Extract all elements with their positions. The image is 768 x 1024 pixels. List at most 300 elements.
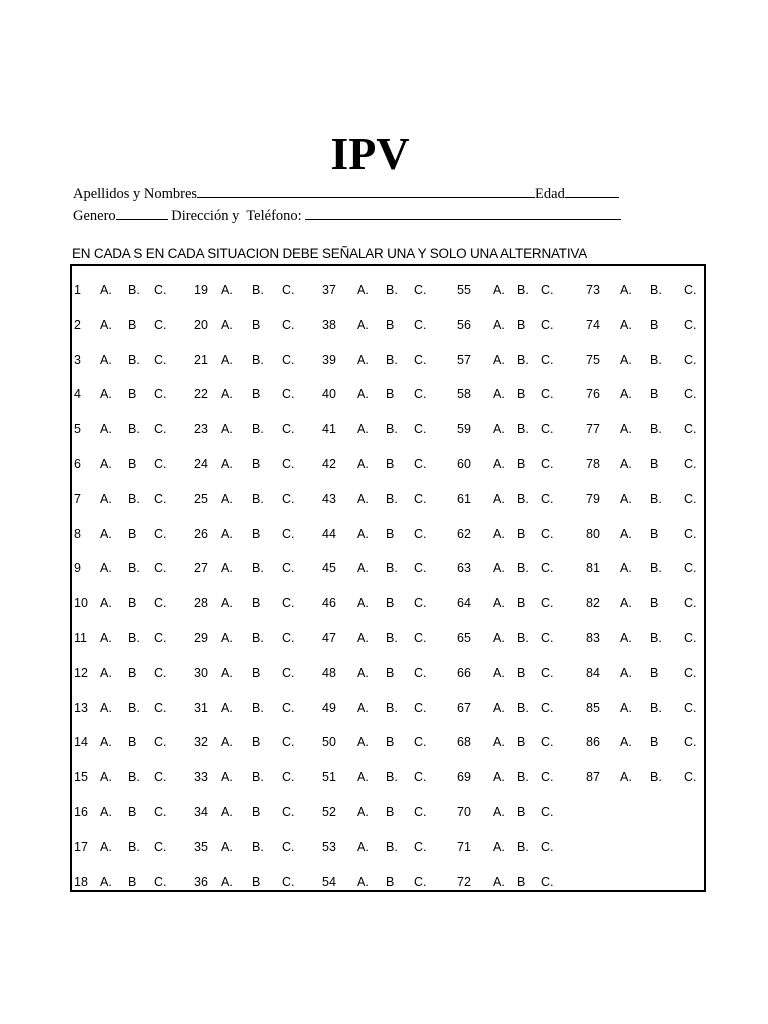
option-c[interactable]: C. (414, 387, 427, 402)
option-b[interactable]: B. (386, 491, 398, 506)
option-b[interactable]: B (128, 457, 137, 471)
option-c[interactable]: C. (684, 457, 697, 471)
option-b[interactable]: B (517, 457, 526, 471)
option-b[interactable]: B (252, 457, 261, 471)
question-number: 37 (322, 283, 336, 297)
option-a[interactable]: A. (221, 596, 233, 611)
option-a[interactable]: A. (493, 561, 505, 576)
option-c[interactable]: C. (541, 700, 554, 715)
question-number: 71 (457, 839, 471, 854)
option-b[interactable]: B (252, 596, 261, 611)
option-a[interactable]: A. (620, 561, 632, 576)
option-a[interactable]: A. (620, 457, 632, 471)
option-a[interactable]: A. (493, 422, 505, 437)
option-b[interactable]: B. (252, 700, 264, 715)
option-a[interactable]: A. (100, 491, 112, 506)
option-c[interactable]: C. (541, 874, 554, 889)
option-a[interactable]: A. (493, 839, 505, 854)
option-c[interactable]: C. (154, 735, 167, 750)
option-a[interactable]: A. (493, 631, 505, 645)
option-a[interactable]: A. (221, 561, 233, 576)
option-b[interactable]: B. (517, 839, 529, 854)
option-a[interactable]: A. (357, 839, 369, 854)
option-a[interactable]: A. (221, 526, 233, 541)
option-a[interactable]: A. (357, 422, 369, 437)
option-b[interactable]: B. (386, 422, 398, 437)
option-c[interactable]: C. (414, 665, 427, 680)
option-c[interactable]: C. (154, 526, 167, 541)
option-a[interactable]: A. (620, 770, 632, 785)
option-c[interactable]: C. (414, 283, 427, 297)
option-b[interactable]: B (517, 735, 526, 750)
option-b[interactable]: B. (386, 352, 398, 367)
option-b[interactable]: B. (386, 631, 398, 645)
question-number: 18 (74, 874, 88, 889)
name-field[interactable] (197, 183, 535, 198)
option-a[interactable]: A. (493, 874, 505, 889)
option-a[interactable]: A. (493, 700, 505, 715)
question-number: 82 (586, 596, 600, 611)
question-number: 56 (457, 317, 471, 332)
option-a[interactable]: A. (100, 735, 112, 750)
option-b[interactable]: B (252, 526, 261, 541)
option-a[interactable]: A. (221, 665, 233, 680)
option-c[interactable]: C. (414, 735, 427, 750)
question-number: 66 (457, 665, 471, 680)
option-a[interactable]: A. (100, 317, 112, 332)
option-c[interactable]: C. (541, 665, 554, 680)
option-a[interactable]: A. (221, 770, 233, 785)
option-c[interactable]: C. (684, 422, 697, 437)
option-a[interactable]: A. (620, 596, 632, 611)
option-a[interactable]: A. (100, 770, 112, 785)
option-b[interactable]: B (252, 317, 261, 332)
option-c[interactable]: C. (541, 526, 554, 541)
option-c[interactable]: C. (684, 317, 697, 332)
option-b[interactable]: B. (517, 491, 529, 506)
option-c[interactable]: C. (684, 352, 697, 367)
option-b[interactable]: B (386, 317, 395, 332)
option-a[interactable]: A. (100, 526, 112, 541)
question-number: 63 (457, 561, 471, 576)
option-c[interactable]: C. (154, 283, 167, 297)
option-c[interactable]: C. (154, 561, 167, 576)
question-number: 40 (322, 387, 336, 402)
option-a[interactable]: A. (357, 665, 369, 680)
option-b[interactable]: B. (650, 631, 662, 645)
option-b[interactable]: B. (252, 352, 264, 367)
option-a[interactable]: A. (221, 805, 233, 819)
option-c[interactable]: C. (282, 735, 295, 750)
option-c[interactable]: C. (414, 874, 427, 889)
option-c[interactable]: C. (154, 387, 167, 402)
option-c[interactable]: C. (541, 283, 554, 297)
option-b[interactable]: B. (386, 770, 398, 785)
option-c[interactable]: C. (414, 700, 427, 715)
option-a[interactable]: A. (357, 317, 369, 332)
option-c[interactable]: C. (684, 491, 697, 506)
option-a[interactable]: A. (620, 422, 632, 437)
option-b[interactable]: B. (517, 561, 529, 576)
option-a[interactable]: A. (357, 596, 369, 611)
option-a[interactable]: A. (620, 491, 632, 506)
option-c[interactable]: C. (282, 457, 295, 471)
option-c[interactable]: C. (282, 283, 295, 297)
option-b[interactable]: B. (650, 700, 662, 715)
option-c[interactable]: C. (282, 596, 295, 611)
option-c[interactable]: C. (541, 839, 554, 854)
option-a[interactable]: A. (221, 491, 233, 506)
option-c[interactable]: C. (154, 596, 167, 611)
option-b[interactable]: B. (517, 422, 529, 437)
option-c[interactable]: C. (154, 457, 167, 471)
question-number: 24 (194, 457, 208, 471)
option-a[interactable]: A. (493, 387, 505, 402)
question-number: 60 (457, 457, 471, 471)
option-c[interactable]: C. (541, 387, 554, 402)
option-c[interactable]: C. (154, 422, 167, 437)
option-b[interactable]: B. (650, 352, 662, 367)
option-c[interactable]: C. (282, 491, 295, 506)
option-a[interactable]: A. (357, 387, 369, 402)
question-number: 53 (322, 839, 336, 854)
option-b[interactable]: B. (128, 422, 140, 437)
option-a[interactable]: A. (221, 631, 233, 645)
option-c[interactable]: C. (414, 561, 427, 576)
option-c[interactable]: C. (154, 700, 167, 715)
option-b[interactable]: B. (650, 283, 662, 297)
question-number: 80 (586, 526, 600, 541)
option-b[interactable]: B. (128, 491, 140, 506)
option-b[interactable]: B (650, 457, 659, 471)
option-b[interactable]: B (386, 874, 395, 889)
option-b[interactable]: B. (650, 561, 662, 576)
question-number: 31 (194, 700, 208, 715)
option-c[interactable]: C. (282, 805, 295, 819)
option-b[interactable]: B (517, 665, 526, 680)
option-b[interactable]: B (386, 735, 395, 750)
option-a[interactable]: A. (357, 561, 369, 576)
option-a[interactable]: A. (493, 317, 505, 332)
question-number: 9 (74, 561, 81, 576)
option-b[interactable]: B (650, 387, 659, 402)
option-a[interactable]: A. (620, 317, 632, 332)
question-number: 6 (74, 457, 81, 471)
option-c[interactable]: C. (684, 735, 697, 750)
option-a[interactable]: A. (493, 491, 505, 506)
option-b[interactable]: B. (517, 631, 529, 645)
address-phone-field[interactable] (305, 205, 621, 220)
option-a[interactable]: A. (357, 631, 369, 645)
option-c[interactable]: C. (154, 874, 167, 889)
option-c[interactable]: C. (684, 283, 697, 297)
option-b[interactable]: B. (252, 561, 264, 576)
option-c[interactable]: C. (414, 422, 427, 437)
option-a[interactable]: A. (100, 422, 112, 437)
option-b[interactable]: B. (252, 631, 264, 645)
option-c[interactable]: C. (282, 770, 295, 785)
option-c[interactable]: C. (541, 735, 554, 750)
option-c[interactable]: C. (684, 596, 697, 611)
option-c[interactable]: C. (684, 770, 697, 785)
option-a[interactable]: A. (493, 805, 505, 819)
question-number: 29 (194, 631, 208, 645)
option-c[interactable]: C. (541, 352, 554, 367)
option-c[interactable]: C. (541, 596, 554, 611)
option-b[interactable]: B (386, 387, 395, 402)
question-number: 30 (194, 665, 208, 680)
age-field[interactable] (565, 183, 619, 198)
option-b[interactable]: B. (386, 839, 398, 854)
option-b[interactable]: B (517, 874, 526, 889)
option-b[interactable]: B. (128, 839, 140, 854)
option-b[interactable]: B. (650, 422, 662, 437)
question-number: 54 (322, 874, 336, 889)
option-c[interactable]: C. (154, 839, 167, 854)
option-c[interactable]: C. (541, 422, 554, 437)
option-b[interactable]: B (128, 317, 137, 332)
option-b[interactable]: B. (517, 700, 529, 715)
option-b[interactable]: B (517, 387, 526, 402)
option-b[interactable]: B. (386, 283, 398, 297)
option-c[interactable]: C. (282, 665, 295, 680)
option-c[interactable]: C. (154, 352, 167, 367)
option-b[interactable]: B. (252, 283, 264, 297)
option-c[interactable]: C. (282, 526, 295, 541)
option-c[interactable]: C. (684, 700, 697, 715)
question-number: 8 (74, 526, 81, 541)
option-a[interactable]: A. (620, 631, 632, 645)
option-c[interactable]: C. (684, 561, 697, 576)
option-c[interactable]: C. (282, 631, 295, 645)
option-c[interactable]: C. (684, 526, 697, 541)
option-b[interactable]: B. (128, 352, 140, 367)
option-b[interactable]: B (128, 874, 137, 889)
option-a[interactable]: A. (357, 283, 369, 297)
option-a[interactable]: A. (221, 839, 233, 854)
option-b[interactable]: B (386, 805, 395, 819)
question-number: 1 (74, 283, 81, 297)
answer-grid (70, 264, 706, 892)
option-b[interactable]: B. (128, 770, 140, 785)
option-a[interactable]: A. (357, 352, 369, 367)
option-a[interactable]: A. (100, 631, 112, 645)
option-c[interactable]: C. (154, 491, 167, 506)
option-a[interactable]: A. (100, 596, 112, 611)
option-c[interactable]: C. (154, 631, 167, 645)
option-a[interactable]: A. (100, 839, 112, 854)
option-a[interactable]: A. (493, 526, 505, 541)
option-a[interactable]: A. (221, 457, 233, 471)
option-b[interactable]: B (386, 596, 395, 611)
option-c[interactable]: C. (282, 839, 295, 854)
option-b[interactable]: B. (386, 561, 398, 576)
option-c[interactable]: C. (282, 700, 295, 715)
option-c[interactable]: C. (154, 805, 167, 819)
option-c[interactable]: C. (541, 457, 554, 471)
option-c[interactable]: C. (282, 561, 295, 576)
option-b[interactable]: B (650, 665, 659, 680)
option-a[interactable]: A. (620, 283, 632, 297)
option-a[interactable]: A. (357, 526, 369, 541)
option-b[interactable]: B (650, 735, 659, 750)
option-b[interactable]: B (517, 317, 526, 332)
option-b[interactable]: B. (128, 283, 140, 297)
option-b[interactable]: B. (252, 770, 264, 785)
age-label: Edad (535, 186, 565, 202)
option-a[interactable]: A. (100, 561, 112, 576)
question-number: 27 (194, 561, 208, 576)
option-c[interactable]: C. (282, 317, 295, 332)
question-number: 50 (322, 735, 336, 750)
option-b[interactable]: B. (252, 491, 264, 506)
option-a[interactable]: A. (357, 700, 369, 715)
option-a[interactable]: A. (620, 352, 632, 367)
option-a[interactable]: A. (221, 874, 233, 889)
option-c[interactable]: C. (541, 317, 554, 332)
option-b[interactable]: B. (517, 283, 529, 297)
option-b[interactable]: B (650, 596, 659, 611)
option-c[interactable]: C. (154, 665, 167, 680)
option-a[interactable]: A. (357, 874, 369, 889)
option-c[interactable]: C. (414, 596, 427, 611)
option-b[interactable]: B. (252, 422, 264, 437)
question-number: 87 (586, 770, 600, 785)
option-b[interactable]: B (517, 596, 526, 611)
option-a[interactable]: A. (357, 491, 369, 506)
option-a[interactable]: A. (100, 874, 112, 889)
option-b[interactable]: B (517, 805, 526, 819)
option-a[interactable]: A. (493, 596, 505, 611)
option-b[interactable]: B. (128, 700, 140, 715)
option-b[interactable]: B (252, 805, 261, 819)
option-b[interactable]: B. (128, 561, 140, 576)
option-a[interactable]: A. (493, 770, 505, 785)
option-a[interactable]: A. (357, 457, 369, 471)
option-b[interactable]: B (128, 596, 137, 611)
question-number: 11 (74, 631, 87, 645)
option-c[interactable]: C. (541, 770, 554, 785)
option-b[interactable]: B (128, 526, 137, 541)
option-c[interactable]: C. (154, 770, 167, 785)
option-c[interactable]: C. (282, 422, 295, 437)
option-b[interactable]: B. (650, 491, 662, 506)
option-b[interactable]: B (128, 805, 137, 819)
question-number: 51 (322, 770, 336, 785)
question-number: 41 (322, 422, 336, 437)
option-a[interactable]: A. (100, 805, 112, 819)
option-b[interactable]: B (128, 665, 137, 680)
option-c[interactable]: C. (684, 665, 697, 680)
option-c[interactable]: C. (414, 491, 427, 506)
option-b[interactable]: B (128, 387, 137, 402)
option-a[interactable]: A. (620, 387, 632, 402)
option-b[interactable]: B (252, 665, 261, 680)
option-c[interactable]: C. (414, 839, 427, 854)
question-number: 81 (586, 561, 600, 576)
option-c[interactable]: C. (282, 387, 295, 402)
option-a[interactable]: A. (493, 457, 505, 471)
option-b[interactable]: B (517, 526, 526, 541)
option-a[interactable]: A. (357, 770, 369, 785)
option-c[interactable]: C. (541, 631, 554, 645)
option-a[interactable]: A. (100, 457, 112, 471)
question-number: 52 (322, 805, 336, 819)
option-a[interactable]: A. (357, 805, 369, 819)
option-c[interactable]: C. (414, 805, 427, 819)
option-a[interactable]: A. (620, 526, 632, 541)
option-a[interactable]: A. (221, 422, 233, 437)
option-a[interactable]: A. (100, 283, 112, 297)
option-a[interactable]: A. (221, 317, 233, 332)
option-c[interactable]: C. (282, 352, 295, 367)
option-a[interactable]: A. (493, 665, 505, 680)
option-b[interactable]: B (252, 874, 261, 889)
option-a[interactable]: A. (620, 735, 632, 750)
option-b[interactable]: B. (252, 839, 264, 854)
option-c[interactable]: C. (684, 631, 697, 645)
option-c[interactable]: C. (414, 317, 427, 332)
option-a[interactable]: A. (620, 700, 632, 715)
option-c[interactable]: C. (414, 770, 427, 785)
question-number: 43 (322, 491, 336, 506)
option-b[interactable]: B. (128, 631, 140, 645)
option-c[interactable]: C. (414, 457, 427, 471)
option-a[interactable]: A. (100, 352, 112, 367)
option-a[interactable]: A. (221, 735, 233, 750)
option-a[interactable]: A. (493, 735, 505, 750)
option-a[interactable]: A. (493, 283, 505, 297)
gender-field[interactable] (116, 205, 168, 220)
option-c[interactable]: C. (414, 631, 427, 645)
option-a[interactable]: A. (221, 283, 233, 297)
option-c[interactable]: C. (154, 317, 167, 332)
option-a[interactable]: A. (493, 352, 505, 367)
option-a[interactable]: A. (100, 387, 112, 402)
option-a[interactable]: A. (221, 387, 233, 402)
option-a[interactable]: A. (357, 735, 369, 750)
gender-address-line (73, 205, 621, 225)
option-b[interactable]: B (128, 735, 137, 750)
option-a[interactable]: A. (221, 700, 233, 715)
option-b[interactable]: B. (517, 352, 529, 367)
option-b[interactable]: B. (517, 770, 529, 785)
option-c[interactable]: C. (414, 526, 427, 541)
question-number: 15 (74, 770, 88, 785)
option-b[interactable]: B (386, 665, 395, 680)
option-a[interactable]: A. (620, 665, 632, 680)
option-b[interactable]: B (386, 526, 395, 541)
option-a[interactable]: A. (100, 700, 112, 715)
option-c[interactable]: C. (541, 561, 554, 576)
question-number: 78 (586, 457, 600, 471)
option-b[interactable]: B (252, 735, 261, 750)
option-c[interactable]: C. (541, 805, 554, 819)
option-b[interactable]: B (650, 526, 659, 541)
option-c[interactable]: C. (684, 387, 697, 402)
question-number: 72 (457, 874, 471, 889)
option-b[interactable]: B. (386, 700, 398, 715)
option-c[interactable]: C. (541, 491, 554, 506)
option-b[interactable]: B (252, 387, 261, 402)
option-c[interactable]: C. (414, 352, 427, 367)
option-a[interactable]: A. (100, 665, 112, 680)
option-c[interactable]: C. (282, 874, 295, 889)
option-b[interactable]: B (386, 457, 395, 471)
option-b[interactable]: B (650, 317, 659, 332)
option-b[interactable]: B. (650, 770, 662, 785)
option-a[interactable]: A. (221, 352, 233, 367)
